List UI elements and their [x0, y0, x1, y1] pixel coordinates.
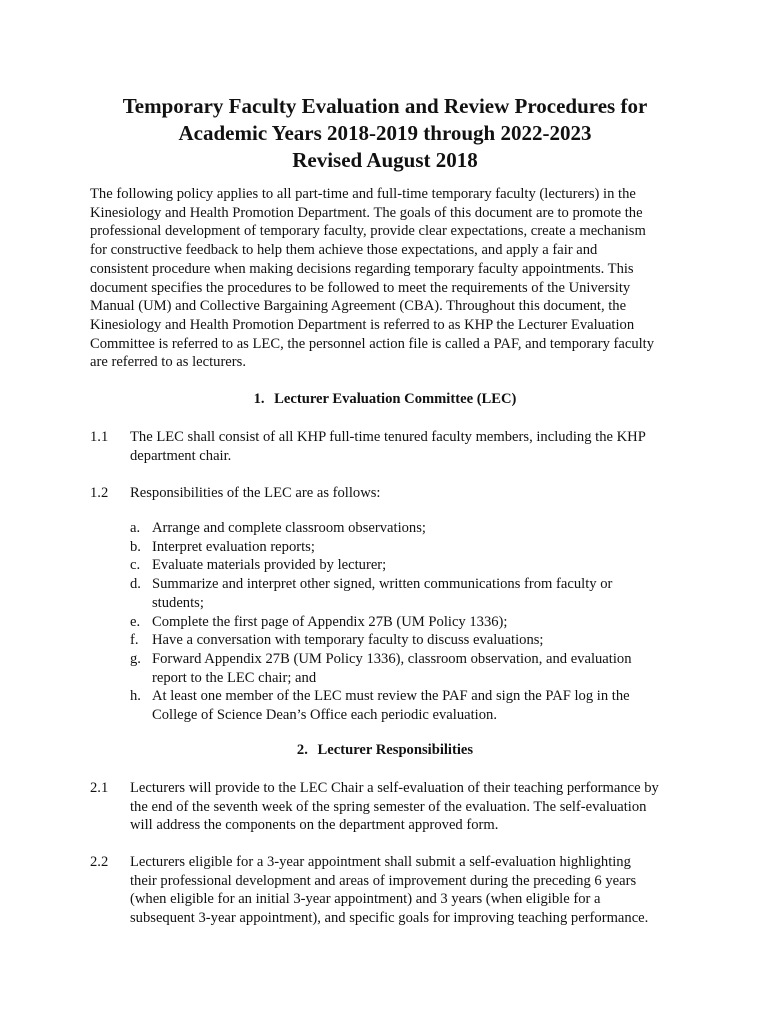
intro-line: are referred to as lecturers.	[90, 354, 246, 371]
intro-line: document specifies the procedures to be followed to meet the requirements of the University	[90, 279, 631, 296]
item-1-2-text	[130, 484, 381, 503]
intro-line: for constructive feedback to help them achieve those expectations, and apply a fair and	[90, 242, 598, 259]
intro-line: professional development of temporary faculty, provide clear expectations, create a mechanism	[90, 223, 646, 240]
intro-line: Manual (UM) and Collective Bargaining Agreement (CBA). Throughout this document, the	[90, 298, 627, 315]
item-line: subsequent 3-year appointment), and specific goals for improving teaching performance.	[130, 910, 649, 927]
intro-line: Kinesiology and Health Promotion Department is referred to as KHP the Lecturer Evaluation	[90, 316, 635, 333]
list-item-text: report to the LEC chair; and	[152, 669, 317, 686]
list-item-letter: b.	[130, 538, 141, 555]
intro-paragraph	[90, 185, 690, 372]
list-item-text: At least one member of the LEC must review the PAF and sign the PAF log in the	[152, 688, 630, 705]
intro-line: consistent procedure when making decisions regarding temporary faculty appointments. This	[90, 260, 634, 277]
list-item	[130, 631, 690, 650]
item-2-2-text	[130, 853, 648, 928]
list-item	[130, 556, 690, 575]
item-line: department chair.	[130, 447, 232, 464]
item-line: Responsibilities of the LEC are as follows:	[130, 485, 381, 501]
intro-line: Committee is referred to as LEC, the personnel action file is called a PAF, and temporary faculty	[90, 335, 655, 352]
list-item	[130, 613, 690, 632]
list-item	[130, 519, 690, 538]
list-item	[130, 650, 690, 687]
list-item-letter: c.	[130, 557, 141, 574]
list-item-letter: g.	[130, 650, 141, 667]
list-item-letter: e.	[130, 613, 141, 630]
item-line: (when eligible for an initial 3-year appointment) and 3 years (when eligible for a	[130, 891, 601, 908]
title-line-2: Academic Years 2018-2019 through 2022-2023	[178, 121, 592, 145]
section-2-number: 2.	[296, 742, 308, 758]
item-2-1-number: 2.1	[90, 780, 109, 796]
lec-responsibilities-list	[130, 519, 690, 725]
item-1-1-text	[130, 428, 646, 465]
list-item-text: Summarize and interpret other signed, written communications from faculty or	[152, 576, 613, 593]
list-item-text: College of Science Dean’s Office each periodic evaluation.	[152, 707, 497, 724]
list-item	[130, 538, 690, 557]
section-1-number: 1.	[253, 391, 265, 407]
item-1-1-number: 1.1	[90, 429, 109, 445]
list-item-text: students;	[152, 594, 204, 611]
list-item-letter: h.	[130, 688, 141, 705]
list-item-letter: f.	[130, 632, 139, 649]
section-2-title: Lecturer Responsibilities	[317, 742, 474, 758]
item-line: will address the components on the department approved form.	[130, 817, 499, 834]
document-title	[60, 93, 710, 174]
list-item	[130, 687, 690, 724]
section-1-heading	[60, 390, 710, 408]
list-item-letter: a.	[130, 520, 141, 536]
item-line: The LEC shall consist of all KHP full-time tenured faculty members, including the KHP	[130, 429, 646, 445]
section-2-heading	[60, 741, 710, 759]
list-item	[130, 575, 690, 612]
title-line-3: Revised August 2018	[292, 148, 478, 172]
list-item-text: Arrange and complete classroom observations;	[152, 520, 426, 536]
item-2-2-number: 2.2	[90, 854, 109, 870]
list-item-text: Have a conversation with temporary faculty to discuss evaluations;	[152, 632, 544, 649]
item-2-1-text	[130, 779, 659, 835]
list-item-text: Evaluate materials provided by lecturer;	[152, 557, 387, 574]
intro-line: The following policy applies to all part-time and full-time temporary faculty (lecturers) in the	[90, 186, 636, 202]
list-item-text: Forward Appendix 27B (UM Policy 1336), classroom observation, and evaluation	[152, 650, 632, 667]
item-line: the end of the seventh week of the spring semester of the evaluation. The self-evaluation	[130, 798, 647, 815]
title-line-1: Temporary Faculty Evaluation and Review Procedures for	[122, 94, 648, 118]
list-item-text: Interpret evaluation reports;	[152, 538, 315, 555]
item-line: Lecturers will provide to the LEC Chair a self-evaluation of their teaching performance by	[130, 780, 659, 796]
intro-line: Kinesiology and Health Promotion Department. The goals of this document are to promote the	[90, 204, 643, 221]
list-item-letter: d.	[130, 576, 141, 593]
list-item-text: Complete the first page of Appendix 27B (UM Policy 1336);	[152, 613, 508, 630]
section-1-title: Lecturer Evaluation Committee (LEC)	[274, 391, 517, 407]
item-line: their professional development and areas of improvement during the preceding 6 years	[130, 872, 637, 889]
item-line: Lecturers eligible for a 3-year appointment shall submit a self-evaluation highlighting	[130, 854, 631, 870]
item-1-2-number: 1.2	[90, 485, 109, 501]
